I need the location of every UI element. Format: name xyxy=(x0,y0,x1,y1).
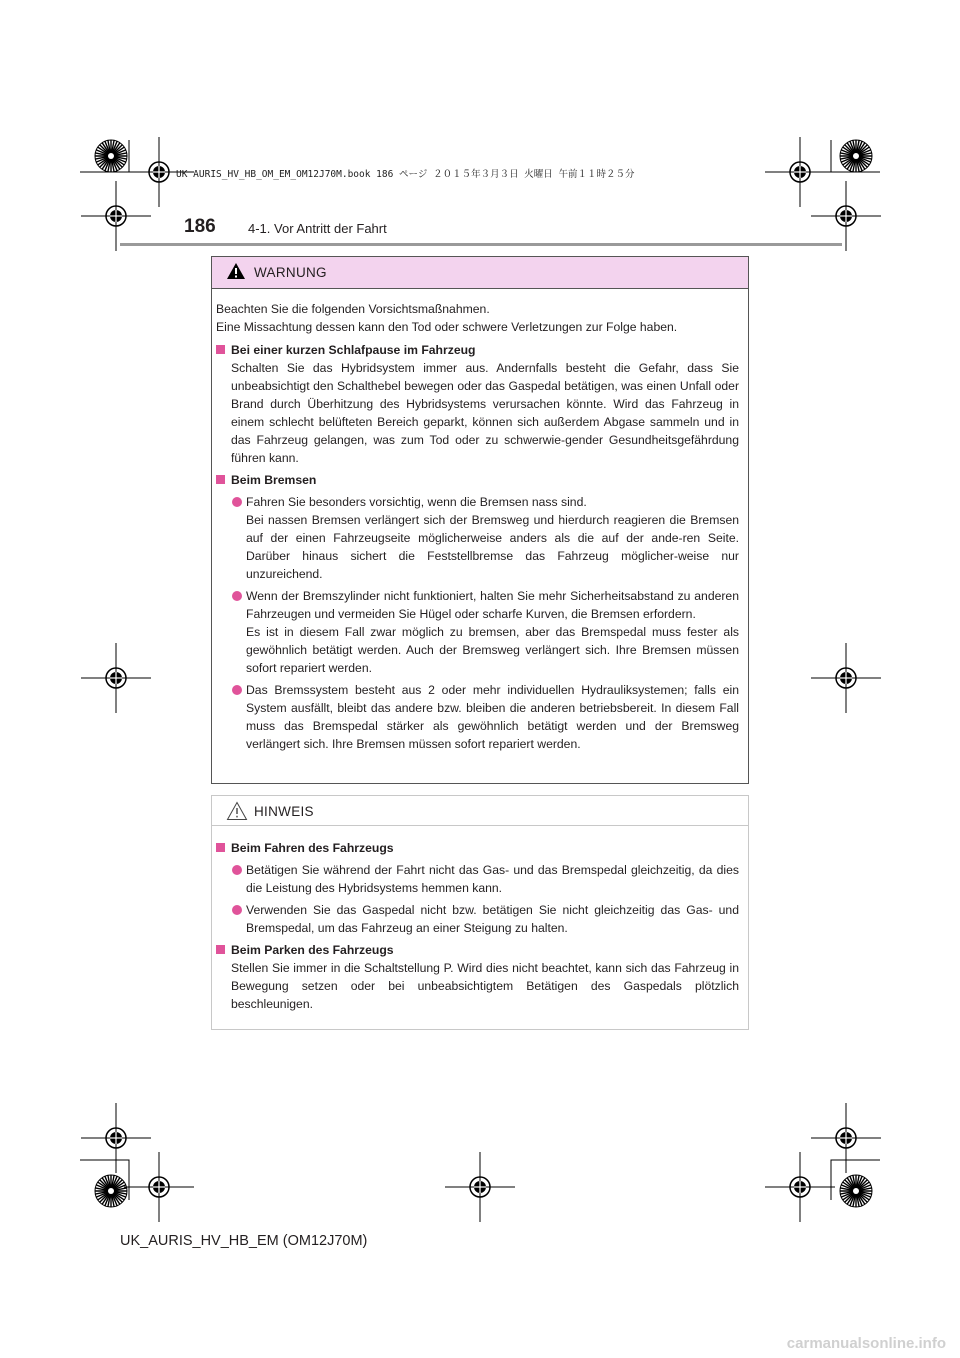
warning-header xyxy=(212,257,748,289)
notice-title: HINWEIS xyxy=(254,804,314,819)
section-heading: Beim Bremsen xyxy=(216,471,739,489)
list-item: Betätigen Sie während der Fahrt nicht das Gas- und das Bremspedal gleichzeitig, da dies die Leistung des Hybridsystems hemmen kann. xyxy=(216,861,739,897)
paragraph: Stellen Sie immer in die Schaltstellung P. Wird dies nicht beachtet, kann sich das Fahrzeug in Bewegung setzen oder bei unbeabsichtigtem Betätigen des Gaspedals plötzlich beschleunigen. xyxy=(231,961,739,1011)
page-number: 186 xyxy=(184,216,216,237)
warning-intro-line-1: Beachten Sie die folgenden Vorsichtsmaßnahmen. xyxy=(216,302,490,316)
header-rule xyxy=(120,243,842,246)
square-bullet-icon xyxy=(216,475,225,484)
section-heading: Beim Parken des Fahrzeugs xyxy=(216,941,739,959)
section-heading: Beim Fahren des Fahrzeugs xyxy=(216,839,739,857)
round-bullet-icon xyxy=(232,497,242,507)
warning-box xyxy=(211,256,749,784)
document-code: UK_AURIS_HV_HB_EM (OM12J70M) xyxy=(120,1233,368,1249)
warning-body xyxy=(212,289,748,753)
caution-outline-icon xyxy=(226,801,248,821)
section-title: 4-1. Vor Antritt der Fahrt xyxy=(248,221,387,236)
round-bullet-icon xyxy=(232,905,242,915)
round-bullet-icon xyxy=(232,591,242,601)
square-bullet-icon xyxy=(216,945,225,954)
print-info-line: UK AURIS_HV_HB_OM_EM_OM12J70M.book 186 ページ ２０１５年３月３日 火曜日 午前１１時２５分 xyxy=(176,169,635,180)
warning-intro-line-2: Eine Missachtung dessen kann den Tod oder schwere Verletzungen zur Folge haben. xyxy=(216,320,678,334)
round-bullet-icon xyxy=(232,685,242,695)
warning-title: WARNUNG xyxy=(254,265,327,280)
list-item: Fahren Sie besonders vorsichtig, wenn die Bremsen nass sind. Bei nassen Bremsen verlängert sich der Bremsweg und hierdurch reagieren die Bremsen auf der einen Fahrzeugseite möglicherweise anders als die auf der ande-ren Seite. Darüber hinaus sichert die Feststellbremse das Fahrzeug möglicher-weise nur unzureichend. xyxy=(216,493,739,583)
square-bullet-icon xyxy=(216,345,225,354)
notice-box xyxy=(211,795,749,1030)
list-item: Verwenden Sie das Gaspedal nicht bzw. betätigen Sie nicht gleichzeitig das Gas- und Bremspedal, um das Fahrzeug an einer Steigung zu halten. xyxy=(216,901,739,937)
warning-triangle-icon xyxy=(226,262,246,280)
list-item: Das Bremssystem besteht aus 2 oder mehr individuellen Hydrauliksystemen; falls ein System ausfällt, bleibt das andere bzw. bleiben die anderen betriebsbereit. In diesem Fall muss das Bremspedal stärker als gewöhnlich betätigt werden und der Bremsweg verlängert sich. Ihre Bremsen müssen sofort repariert werden. xyxy=(216,681,739,753)
notice-header xyxy=(212,796,748,826)
round-bullet-icon xyxy=(232,865,242,875)
square-bullet-icon xyxy=(216,843,225,852)
section-heading: Bei einer kurzen Schlafpause im Fahrzeug xyxy=(216,341,739,359)
list-item: Wenn der Bremszylinder nicht funktioniert, halten Sie mehr Sicherheitsabstand zu anderen Fahrzeugen und vermeiden Sie Hügel oder scharfe Kurven, die Bremsen erfordern. Es ist in diesem Fall zwar möglich zu bremsen, aber das Bremspedal muss fester als gewöhnlich betätigt werden. Auch der Bremsweg verlängert sich. Ihre Bremsen müssen sofort repariert werden. xyxy=(216,587,739,677)
notice-body xyxy=(212,826,748,1013)
paragraph: Schalten Sie das Hybridsystem immer aus. Andernfalls besteht die Gefahr, dass Sie unbeabsichtigt den Schalthebel bewegen oder das Gaspedal betätigen, was einen Unfall oder Brand durch Überhitzung des Hybridsystems verursachen könnte. Wird das Fahrzeug in einem schlecht belüfteten Bereich geparkt, können sich außerdem Abgase sammeln und in das Fahrzeug gelangen, was zum Tod oder zu schwerwie-gender Gesundheitsgefährdung führen kann. xyxy=(231,361,739,465)
watermark: carmanualsonline.info xyxy=(786,1335,946,1352)
